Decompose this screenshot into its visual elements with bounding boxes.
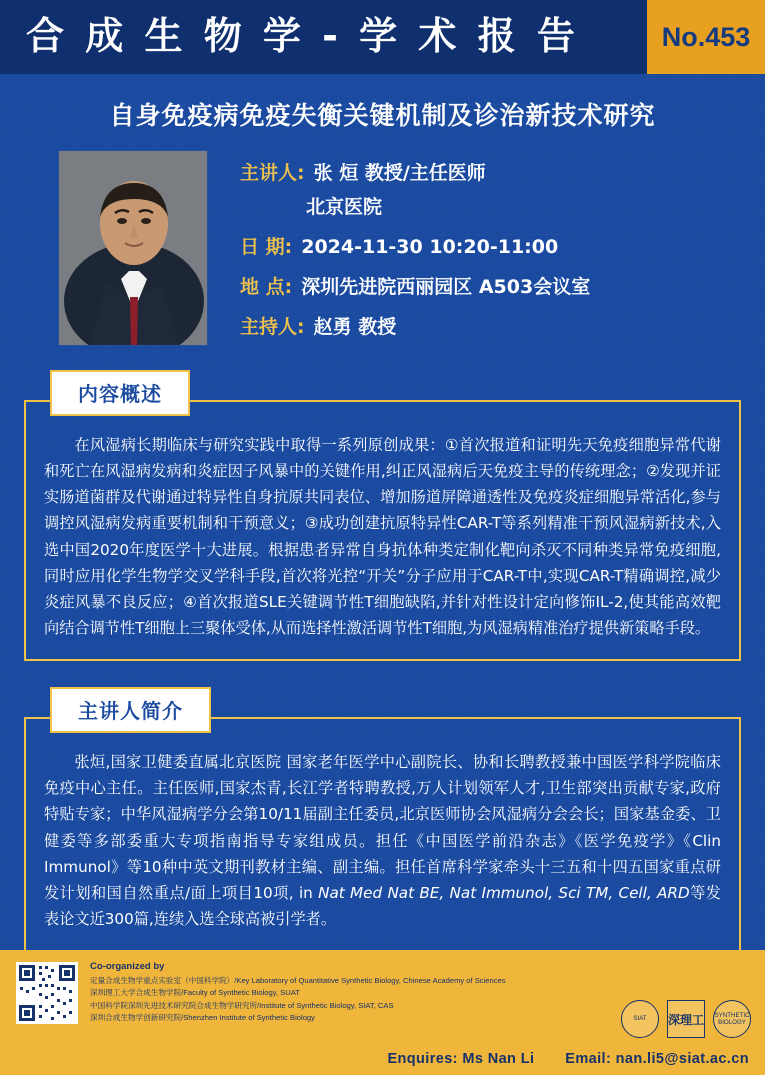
org-line: 定量合成生物学重点实验室（中国科学院）/Key Laboratory of Quantitative Synthetic Biology, Chinese Academy of Sciences — [90, 976, 506, 985]
speaker-value: 张 烜 教授/主任医师 — [313, 162, 486, 184]
bio-text-part2: 等发表论文近300篇,连续入选全球高被引学者。 — [44, 883, 721, 928]
speaker-label: 主讲人: — [240, 162, 305, 184]
section-bio — [24, 687, 741, 952]
section-abstract-heading: 内容概述 — [50, 370, 190, 416]
place-row — [240, 272, 590, 299]
co-organized-label: Co-organized by — [90, 961, 165, 972]
synthetic-biology-logo: SYNTHETIC BIOLOGY — [713, 1000, 751, 1038]
footer-bar — [0, 950, 765, 1075]
place-value: 深圳先进院西丽园区 A503会议室 — [301, 276, 591, 298]
section-bio-heading: 主讲人简介 — [50, 687, 211, 733]
section-abstract-body — [24, 400, 741, 661]
header-banner — [0, 0, 765, 74]
date-row — [240, 232, 590, 259]
banner-title: 合 成 生 物 学 - 学 术 报 告 — [26, 14, 579, 58]
section-bio-body — [24, 717, 741, 952]
page-title: 自身免疫病免疫失衡关键机制及诊治新技术研究 — [109, 101, 656, 130]
date-value: 2024-11-30 10:20-11:00 — [301, 236, 559, 258]
host-row — [240, 312, 590, 339]
speaker-affiliation: 北京医院 — [306, 196, 383, 218]
email-text[interactable]: Email: nan.li5@siat.ac.cn — [565, 1051, 749, 1067]
speaker-portrait — [58, 150, 208, 346]
qr-code[interactable] — [16, 962, 78, 1024]
section-abstract — [24, 370, 741, 661]
org-line: 深圳理工大学合成生物学院/Faculty of Synthetic Biology, SUAT — [90, 988, 300, 998]
issue-number-badge: No.453 — [647, 0, 765, 74]
portrait-illustration — [59, 151, 208, 346]
speaker-row — [240, 158, 590, 185]
abstract-paragraph: 在风湿病长期临床与研究实践中取得一系列原创成果：①首次报道和证明先天免疫细胞异常代谢和死亡在风湿病发病和炎症因子风暴中的关键作用,纠正风湿病后天免疫主导的传统理念；②发现并证实肠道菌群及代谢通过特异性自身抗原共同表位、增加肠道屏障通透性及免疫炎症细胞异常活化,参与调控风湿病发病重要机制和干预意义；③成功创建抗原特异性CAR-T等系列精准干预风湿病新技术,入选中国2020年度医学十大进展。根据患者异常自身抗体种类定制化靶向杀灭不同种类异常免疫细胞,同时应用化学生物学交叉学科手段,首次将光控“开关”分子应用于CAR-T中,实现CAR-T精确调控,减少炎症风暴不良反应；④首次报道SLE关键调节性T细胞缺陷,并针对性设计定向修饰IL-2,使其能高效靶向结合调节性T细胞上三聚体受体,从而选择性激活调节性T细胞,为风湿病精准治疗提供新策略手段。 — [44, 436, 721, 637]
partner-logos — [621, 960, 751, 1042]
host-label: 主持人: — [240, 316, 305, 338]
suat-logo: 深理工 — [667, 1000, 705, 1038]
org-line: 中国科学院深圳先进技术研究院合成生物学研究所/Institute of Synthetic Biology, SIAT, CAS — [90, 1000, 394, 1010]
enquires-text: Enquires: Ms Nan Li — [387, 1051, 535, 1067]
org-line: 深圳合成生物学创新研究院/Shenzhen Institute of Synthetic Biology — [90, 1012, 315, 1022]
bio-journal-list: Nat Med Nat BE, Nat Immunol, Sci TM, Cell, ARD — [318, 883, 690, 902]
siat-logo: SIAT — [621, 1000, 659, 1038]
bio-paragraph — [44, 749, 721, 932]
organizers — [90, 960, 621, 1042]
bio-text-part1: 张烜,国家卫健委直属北京医院 国家老年医学中心副院长、协和长聘教授兼中国医学科学院临床免疫中心主任。主任医师,国家杰青,长江学者特聘教授,万人计划领军人才,卫生部突出贡献专家,政府特贴专家；中华风湿病学分会第10/11届副主任委员,北京医师协会风湿病分会会长；国家基金委、卫健委等多部委重大专项指南指导专家组成员。担任《中国医学前沿杂志》《医学免疫学》《Clin Immunol》等10种中英文期刊教材主编、副主编。担任首席科学家牵头十三五和十四五国家重点研发计划和国自然重点/面上项目10项, in — [44, 753, 721, 902]
contact-line — [387, 1051, 749, 1067]
host-value: 赵勇 教授 — [313, 316, 397, 338]
speaker-meta — [240, 150, 590, 352]
place-label: 地 点: — [240, 276, 293, 298]
speaker-block — [0, 150, 765, 352]
date-label: 日 期: — [240, 236, 293, 258]
qr-code-image — [16, 962, 78, 1024]
